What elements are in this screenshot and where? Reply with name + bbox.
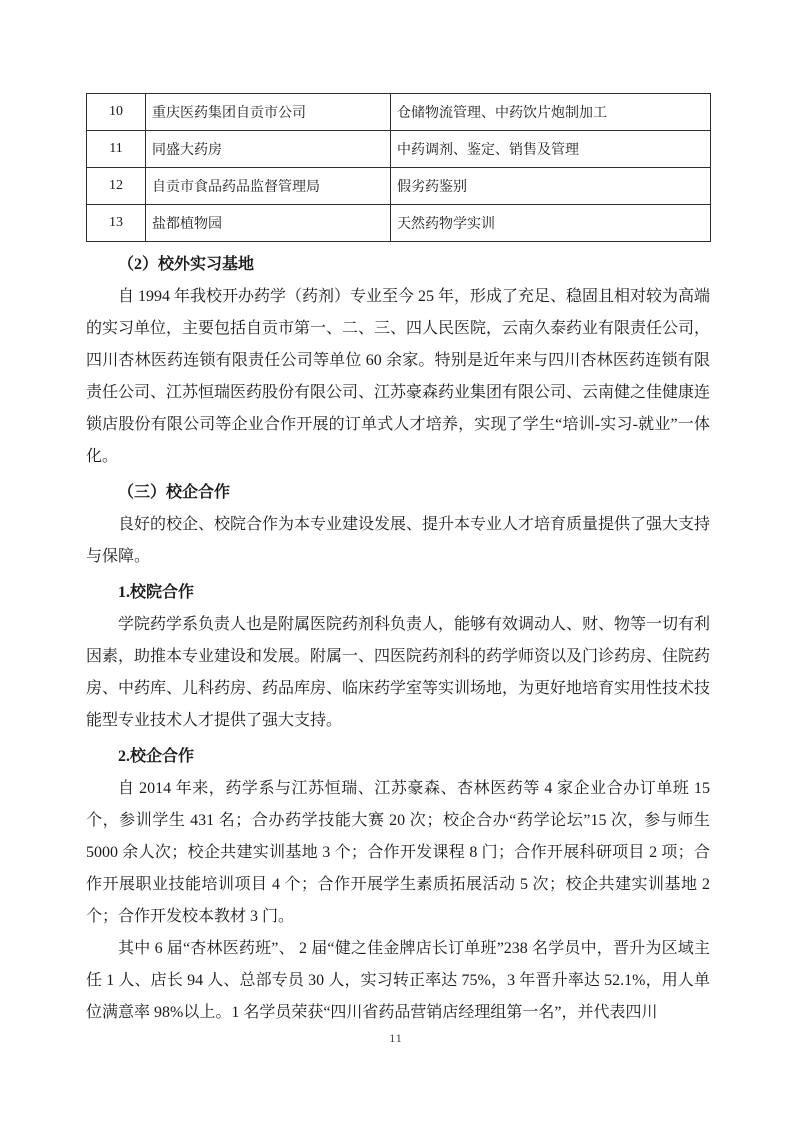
row-number: 10	[87, 94, 146, 131]
practice-content-cell: 中药调剂、鉴定、销售及管理	[391, 131, 711, 168]
body-paragraph: 良好的校企、校院合作为本专业建设发展、提升本专业人才培育质量提供了强大支持与保障。	[86, 516, 711, 565]
unit-name-cell: 盐都植物园	[146, 205, 391, 242]
document-body	[86, 249, 710, 1029]
row-number: 13	[87, 205, 146, 242]
section-heading: 1.校院合作	[118, 584, 195, 601]
table-row	[87, 168, 711, 205]
practice-content-cell: 天然药物学实训	[391, 205, 711, 242]
body-paragraph: 自 1994 年我校开办药学（药剂）专业至今 25 年，形成了充足、稳固且相对较为高端的实习单位，主要包括自贡市第一、二、三、四人民医院，云南久泰药业有限责任公司，四川杏林医药连锁有限责任公司等单位 60 余家。特别是近年来与四川杏林医药连锁有限责任公司、江苏恒瑞医药股份有限公司、江苏豪森药业集团有限公司、云南健之佳健康连锁店股份有限公司等企业合作开展的订单式人才培养，实现了学生“培训-实习-就业”一体化。	[86, 288, 711, 465]
practice-content-cell: 仓储物流管理、中药饮片炮制加工	[391, 94, 711, 131]
page-number: 11	[389, 1031, 403, 1045]
section-heading: 2.校企合作	[118, 748, 195, 765]
section-heading: （三）校企合作	[118, 484, 231, 501]
table-row	[87, 94, 711, 131]
unit-name-cell: 同盛大药房	[146, 131, 391, 168]
row-number: 12	[87, 168, 146, 205]
body-paragraph: 其中 6 届“杏林医药班”、 2 届“健之佳金牌店长订单班”238 名学员中，晋升为区域主任 1 人、店长 94 人、总部专员 30 人，实习转正率达 75%，3 年晋升率达 52.1%，用人单位满意率 98%以上。1 名学员荣获“四川省药品营销店经理组第一名”，并代表四川	[86, 940, 710, 1021]
body-paragraph: 学院药学系负责人也是附属医院药剂科负责人，能够有效调动人、财、物等一切有利因素，助推本专业建设和发展。附属一、四医院药剂科的药学师资以及门诊药房、住院药房、中药库、儿科药房、药品库房、临床药学室等实训场地，为更好地培育实用性技术技能型专业技术人才提供了强大支持。	[86, 616, 711, 729]
table-row	[87, 131, 711, 168]
practice-base-table	[86, 93, 711, 242]
page-content	[86, 93, 710, 1029]
row-number: 11	[87, 131, 146, 168]
table-row	[87, 205, 711, 242]
section-heading: （2）校外实习基地	[118, 256, 255, 273]
practice-content-cell: 假劣药鉴别	[391, 168, 711, 205]
unit-name-cell: 自贡市食品药品监督管理局	[146, 168, 391, 205]
unit-name-cell: 重庆医药集团自贡市公司	[146, 94, 391, 131]
practice-table-body	[87, 94, 711, 242]
body-paragraph: 自 2014 年来，药学系与江苏恒瑞、江苏豪森、杏林医药等 4 家企业合办订单班 15 个，参训学生 431 名；合办药学技能大赛 20 次；校企合办“药学论坛”15 次，参与师生 5000 余人次；校企共建实训基地 3 个；合作开发课程 8 门；合作开展科研项目 2 项；合作开展职业技能培训项目 4 个；合作开展学生素质拓展活动 5 次；校企共建实训基地 2 个；合作开发校本教材 3 门。	[86, 780, 710, 925]
